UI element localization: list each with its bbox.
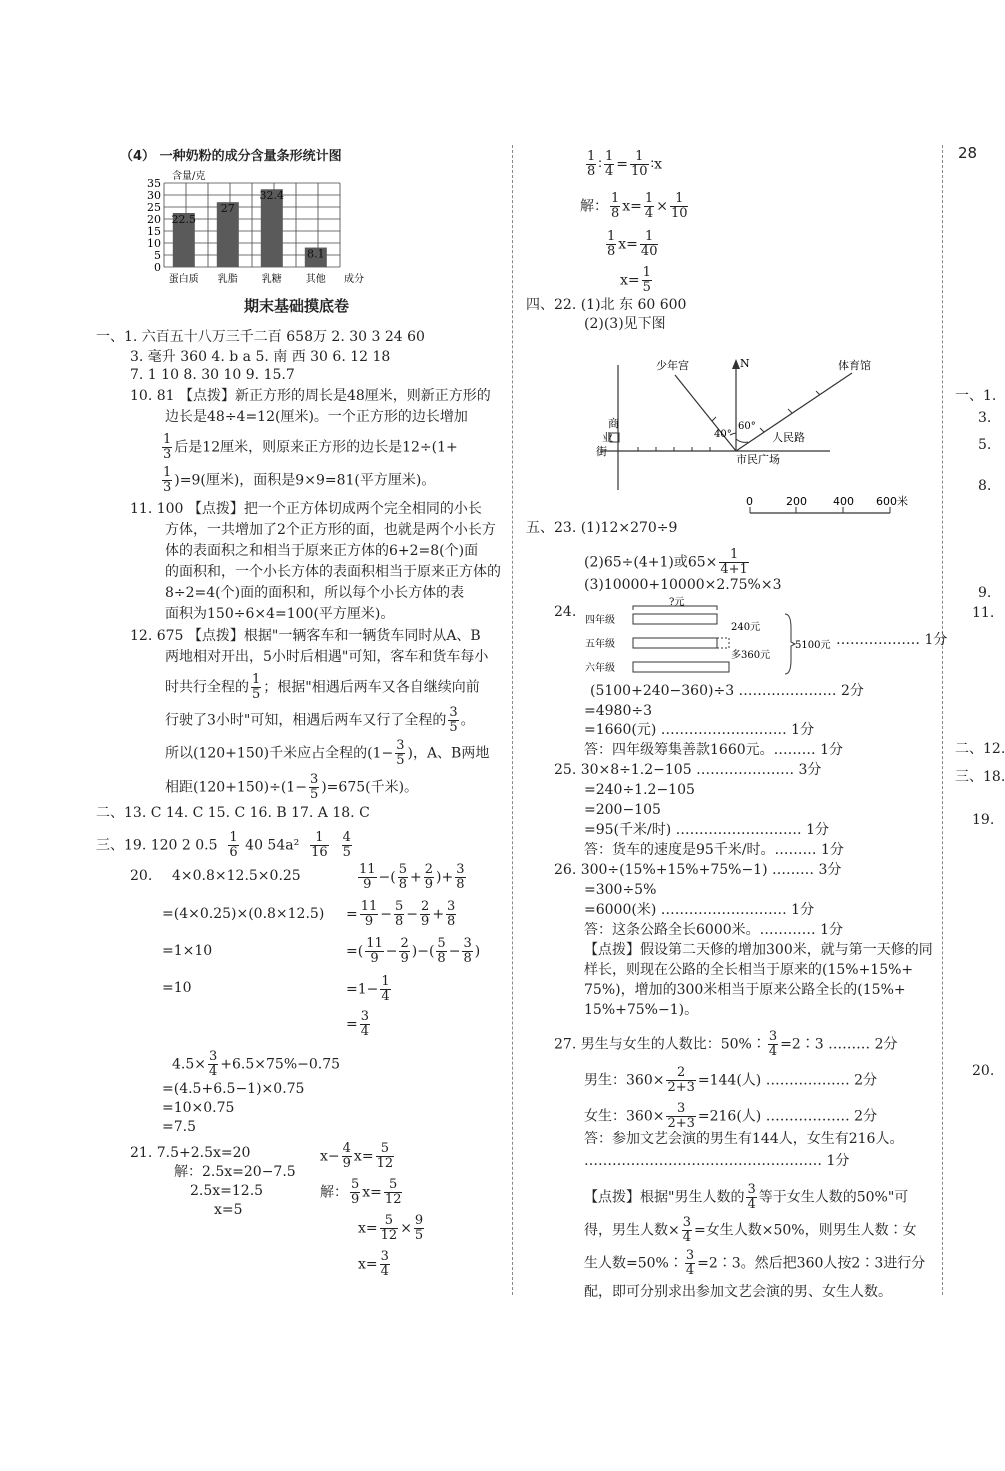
renmin-road-label: 人民路	[772, 431, 805, 444]
q10-line3: $\frac{1}{3}$ 后是12厘米，则原来正方形的边长是12÷(1+	[163, 432, 458, 462]
q24-label: 24.	[554, 604, 577, 620]
q27-tip2: 得，男生人数× $\frac{3}{4}$ =女生人数×50%，则男生人数∶女	[584, 1215, 917, 1245]
q20-line4: =10	[162, 980, 192, 996]
q27-answer: 答：参加文艺会演的男生有144人，女生有216人。	[584, 1131, 904, 1147]
q20b-line1: 4.5× $\frac{3}{4}$ +6.5×75%−0.75	[172, 1049, 341, 1079]
q11-line2: 方体，一共增加了2个正方形的面，也就是两个小长方	[165, 522, 496, 538]
q20-right-line2: = $\frac{11}{9}$ − $\frac{5}{8}$ − $\frac{2}{9}$ + $\frac{3}{8}$	[346, 899, 456, 929]
angle1-label: 40°	[714, 429, 732, 440]
q27-line2: 男生：360× $\frac{2}{2+3}$ =144(人) ……………… 2分	[584, 1065, 878, 1095]
unknown-amount: ?元	[669, 597, 685, 608]
q26-tip4: 15%+75%−1)。	[584, 1002, 699, 1018]
column-divider	[512, 145, 513, 1295]
x-axis-label: 成分	[344, 274, 364, 285]
angle2-label: 60°	[738, 421, 756, 432]
q25-line2: =240÷1.2−105	[584, 782, 695, 798]
q24-line1: (5100+240−360)÷3 ………………… 2分	[590, 683, 864, 699]
bar-value-label: 27	[220, 202, 235, 216]
y-tick-label: 35	[147, 177, 161, 190]
q25-line4: =95(千米/时) ……………………… 1分	[584, 822, 829, 838]
q24-line-diagram	[585, 598, 835, 680]
q12-line3: 时共行全程的 $\frac{1}{5}$ ；根据"相遇后两车又各自继续向前	[165, 672, 480, 702]
q24-line2: =4980÷3	[584, 703, 652, 719]
s2-line: 二、13. C 14. C 15. C 16. B 17. A 18. C	[96, 805, 370, 821]
q11-line1: 11. 100 【点拨】把一个正方体切成两个完全相同的小长	[130, 501, 482, 517]
scale-600: 600米	[876, 495, 908, 508]
q12-line2: 两地相对开出，5小时后相遇"可知，客车和货车每小	[165, 649, 489, 665]
q21-line2: 解：2.5x=20−7.5	[174, 1164, 296, 1180]
q27-tip4: 配，即可分别求出参加文艺会演的男、女生人数。	[584, 1284, 892, 1300]
margin-item: 11.	[972, 605, 995, 621]
q12-line6: 相距(120+150)÷(1− $\frac{3}{5}$ )=675(千米)。	[165, 772, 419, 802]
s5-q23a: 五、23. (1)12×270÷9	[526, 520, 678, 536]
margin-item: 20.	[972, 1063, 995, 1079]
q27-tip1: 【点拨】根据"男生人数的 $\frac{3}{4}$ 等于女生人数的50%"可	[584, 1182, 909, 1212]
q21-line4: x=5	[214, 1202, 243, 1218]
s4-q22: 四、22. (1)北 东 60 600	[526, 297, 687, 313]
bar-value-label: 8.1	[307, 247, 325, 261]
q10-line2: 边长是48÷4=12(厘米)。一个正方形的边长增加	[165, 409, 468, 425]
q20-label: 20.	[130, 868, 153, 884]
y-tick-label: 15	[147, 225, 161, 238]
total-5100: 5100元	[795, 640, 831, 651]
tiyu-label: 体育馆	[838, 359, 871, 372]
diff-360: 多360元	[731, 650, 771, 661]
q21-line1: 21. 7.5+2.5x=20	[130, 1145, 251, 1161]
shimin-square-label: 市民广场	[736, 453, 780, 466]
s1-line2: 3. 毫升 360 4. b a 5. 南 西 30 6. 12 18	[130, 349, 391, 365]
s1-line1: 一、1. 六百五十八万三千二百 658万 2. 30 3 24 60	[96, 329, 425, 345]
q27-points: …………………………………………… 1分	[584, 1153, 850, 1169]
scale-0: 0	[746, 495, 753, 508]
fraction: $\frac{3}{5}$	[396, 738, 405, 768]
fraction: $\frac{1}{16}$	[311, 830, 328, 860]
grade4-label: 四年级	[585, 615, 615, 626]
q25-line1: 25. 30×8÷1.2−105 ………………… 3分	[554, 762, 822, 778]
q26-tip3: 75%)，增加的300米相当于原来公路全长的(15%+	[584, 982, 906, 998]
scale-400: 400	[833, 495, 854, 508]
s1-line3: 7. 1 10 8. 30 10 9. 15.7	[130, 367, 295, 383]
chart-title: （4） 一种奶粉的成分含量条形统计图	[120, 149, 342, 164]
column-divider-right	[942, 145, 943, 1295]
shaonian-label: 少年宫	[656, 359, 689, 372]
y-tick-label: 25	[147, 201, 161, 214]
shangye-street-label: 商业街	[596, 417, 619, 458]
fraction: $\frac{4}{5}$	[342, 830, 351, 860]
q27-line3: 女生：360× $\frac{3}{2+3}$ =216(人) ……………… 2分	[584, 1101, 878, 1131]
q10-line1: 10. 81 【点拨】新正方形的周长是48厘米，则新正方形的	[130, 388, 491, 404]
q25-answer: 答：货车的速度是95千米/时。……… 1分	[584, 842, 844, 858]
q27-tip3: 生人数=50%∶ $\frac{3}{4}$ =2∶3。然后把360人按2∶3进行分	[584, 1248, 926, 1278]
q12-line5: 所以(120+150)千米应占全程的(1− $\frac{3}{5}$ )，A、B两地	[165, 738, 490, 768]
q12-line1: 12. 675 【点拨】根据"一辆客车和一辆货车同时从A、B	[130, 628, 481, 644]
fraction: $\frac{1}{6}$	[229, 830, 238, 860]
q10-line4: $\frac{1}{3}$ )=9(厘米)，面积是9×9=81(平方厘米)。	[163, 465, 436, 495]
grade5-label: 五年级	[585, 639, 615, 650]
q20-line3: =1×10	[162, 943, 213, 959]
x-category-label: 乳脂	[217, 274, 238, 285]
margin-item: 一、1.	[955, 388, 997, 404]
x-category-label: 蛋白质	[168, 274, 199, 285]
q20-line1: 4×0.8×12.5×0.25	[172, 868, 301, 884]
q11-line6: 面积为150÷6×4=100(平方厘米)。	[165, 606, 395, 622]
eq-line1: $\frac{1}{8}$ ∶ $\frac{1}{4}$ = $\frac{1}{10}$ ∶x	[587, 149, 663, 179]
q27-line1: 27. 男生与女生的人数比：50%∶ $\frac{3}{4}$ =2∶3 ……… 2分	[554, 1029, 898, 1059]
scale-200: 200	[786, 495, 807, 508]
bar-value-label: 22.5	[171, 213, 197, 226]
y-axis-label: 含量/克	[172, 171, 206, 182]
fraction: $\frac{3}{5}$	[309, 772, 319, 802]
q20-right-line5: = $\frac{3}{4}$	[346, 1009, 370, 1039]
fraction: $\frac{1}{3}$	[163, 465, 172, 495]
q21-right-line1: x− $\frac{4}{9}$ x= $\frac{5}{12}$	[320, 1141, 394, 1171]
x-category-label: 其他	[305, 274, 326, 285]
north-label: N	[740, 357, 750, 370]
q26-answer: 答：这条公路全长6000米。………… 1分	[584, 922, 843, 938]
q20-right-line4: =1− $\frac{1}{4}$	[346, 974, 390, 1004]
y-tick-label: 20	[147, 213, 161, 226]
q21-line3: 2.5x=12.5	[190, 1183, 264, 1199]
y-tick-label: 30	[147, 189, 161, 202]
s5-q23b: (2)65÷(4+1)或65× $\frac{1}{4+1}$	[584, 547, 748, 577]
margin-item: 三、18.	[955, 769, 1005, 785]
q26-tip2: 样长，则现在公路的全长相当于原来的(15%+15%+	[584, 962, 914, 978]
y-tick-label: 0	[154, 261, 161, 274]
q20b-line2: =(4.5+6.5−1)×0.75	[162, 1081, 305, 1097]
s4-q22b: (2)(3)见下图	[584, 316, 666, 332]
fraction: $\frac{1}{5}$	[252, 672, 261, 702]
x-category-label: 乳糖	[261, 274, 282, 285]
page-number: 28	[958, 144, 978, 162]
q26-tip1: 【点拨】假设第二天修的增加300米，就与第一天修的同	[584, 942, 933, 958]
grade6-label: 六年级	[585, 663, 615, 674]
q20b-line3: =10×0.75	[162, 1100, 235, 1116]
q24-line3: =1660(元) ……………………… 1分	[584, 722, 815, 738]
fraction: $\frac{1}{3}$	[163, 432, 172, 462]
q24-points1: ……………… 1分	[836, 632, 948, 648]
fraction: $\frac{3}{5}$	[449, 705, 458, 735]
margin-item: 3.	[978, 410, 992, 426]
q11-line5: 8÷2=4(个)面的面积和，所以每个小长方体的表	[165, 585, 465, 601]
q20-right-line3: =( $\frac{11}{9}$ − $\frac{2}{9}$ )−( $\frac{5}{8}$ − $\frac{3}{8}$ )	[346, 936, 481, 966]
diff-240: 240元	[731, 622, 761, 633]
s3-q19: 三、19. 120 2 0.5 $\frac{1}{6}$ 40 54a² $\frac{1}{16}$ $\frac{4}{5}$	[96, 830, 351, 860]
bar-chart	[140, 163, 380, 293]
margin-item: 9.	[978, 585, 992, 601]
direction-map	[590, 355, 910, 525]
eq-line4: x= $\frac{1}{5}$	[620, 265, 651, 295]
bar-value-label: 32.4	[259, 189, 285, 203]
q20-line2: =(4×0.25)×(0.8×12.5)	[162, 906, 325, 922]
margin-item: 二、12.	[955, 741, 1005, 757]
q11-line4: 的面积和，一个小长方体的表面积相当于原来正方体的	[165, 564, 501, 580]
s5-q23c: (3)10000+10000×2.75%×3	[584, 577, 782, 593]
eq-line3: $\frac{1}{8}$ x= $\frac{1}{40}$	[607, 229, 658, 259]
q20-right-line1: $\frac{11}{9}$ −( $\frac{5}{8}$ + $\frac{2}{9}$ )+ $\frac{3}{8}$	[359, 862, 465, 892]
eq-line2: 解： $\frac{1}{8}$ x= $\frac{1}{4}$ × $\frac{1}{10}$	[580, 191, 688, 221]
q26-line1: 26. 300÷(15%+15%+75%−1) ……… 3分	[554, 862, 842, 878]
q24-answer: 答：四年级筹集善款1660元。……… 1分	[584, 742, 843, 758]
q25-line3: =200−105	[584, 802, 661, 818]
margin-item: 19.	[972, 812, 995, 828]
y-tick-label: 5	[154, 249, 161, 262]
q20b-line4: =7.5	[162, 1119, 196, 1135]
q12-line4: 行驶了3小时"可知，相遇后两车又行了全程的 $\frac{3}{5}$ 。	[165, 705, 475, 735]
q11-line3: 体的表面积之和相当于原来正方体的6+2=8(个)面	[165, 543, 479, 559]
q21-right-line4: x= $\frac{3}{4}$	[358, 1249, 389, 1279]
margin-item: 8.	[978, 478, 992, 494]
section-heading: 期末基础摸底卷	[244, 297, 350, 315]
margin-item: 5.	[978, 437, 992, 453]
y-tick-label: 10	[147, 237, 161, 250]
q21-right-line2: 解： $\frac{5}{9}$ x= $\frac{5}{12}$	[320, 1177, 402, 1207]
q26-line3: =6000(米) ……………………… 1分	[584, 902, 815, 918]
q26-line2: =300÷5%	[584, 882, 657, 898]
q21-right-line3: x= $\frac{5}{12}$ × $\frac{9}{5}$	[358, 1213, 424, 1243]
